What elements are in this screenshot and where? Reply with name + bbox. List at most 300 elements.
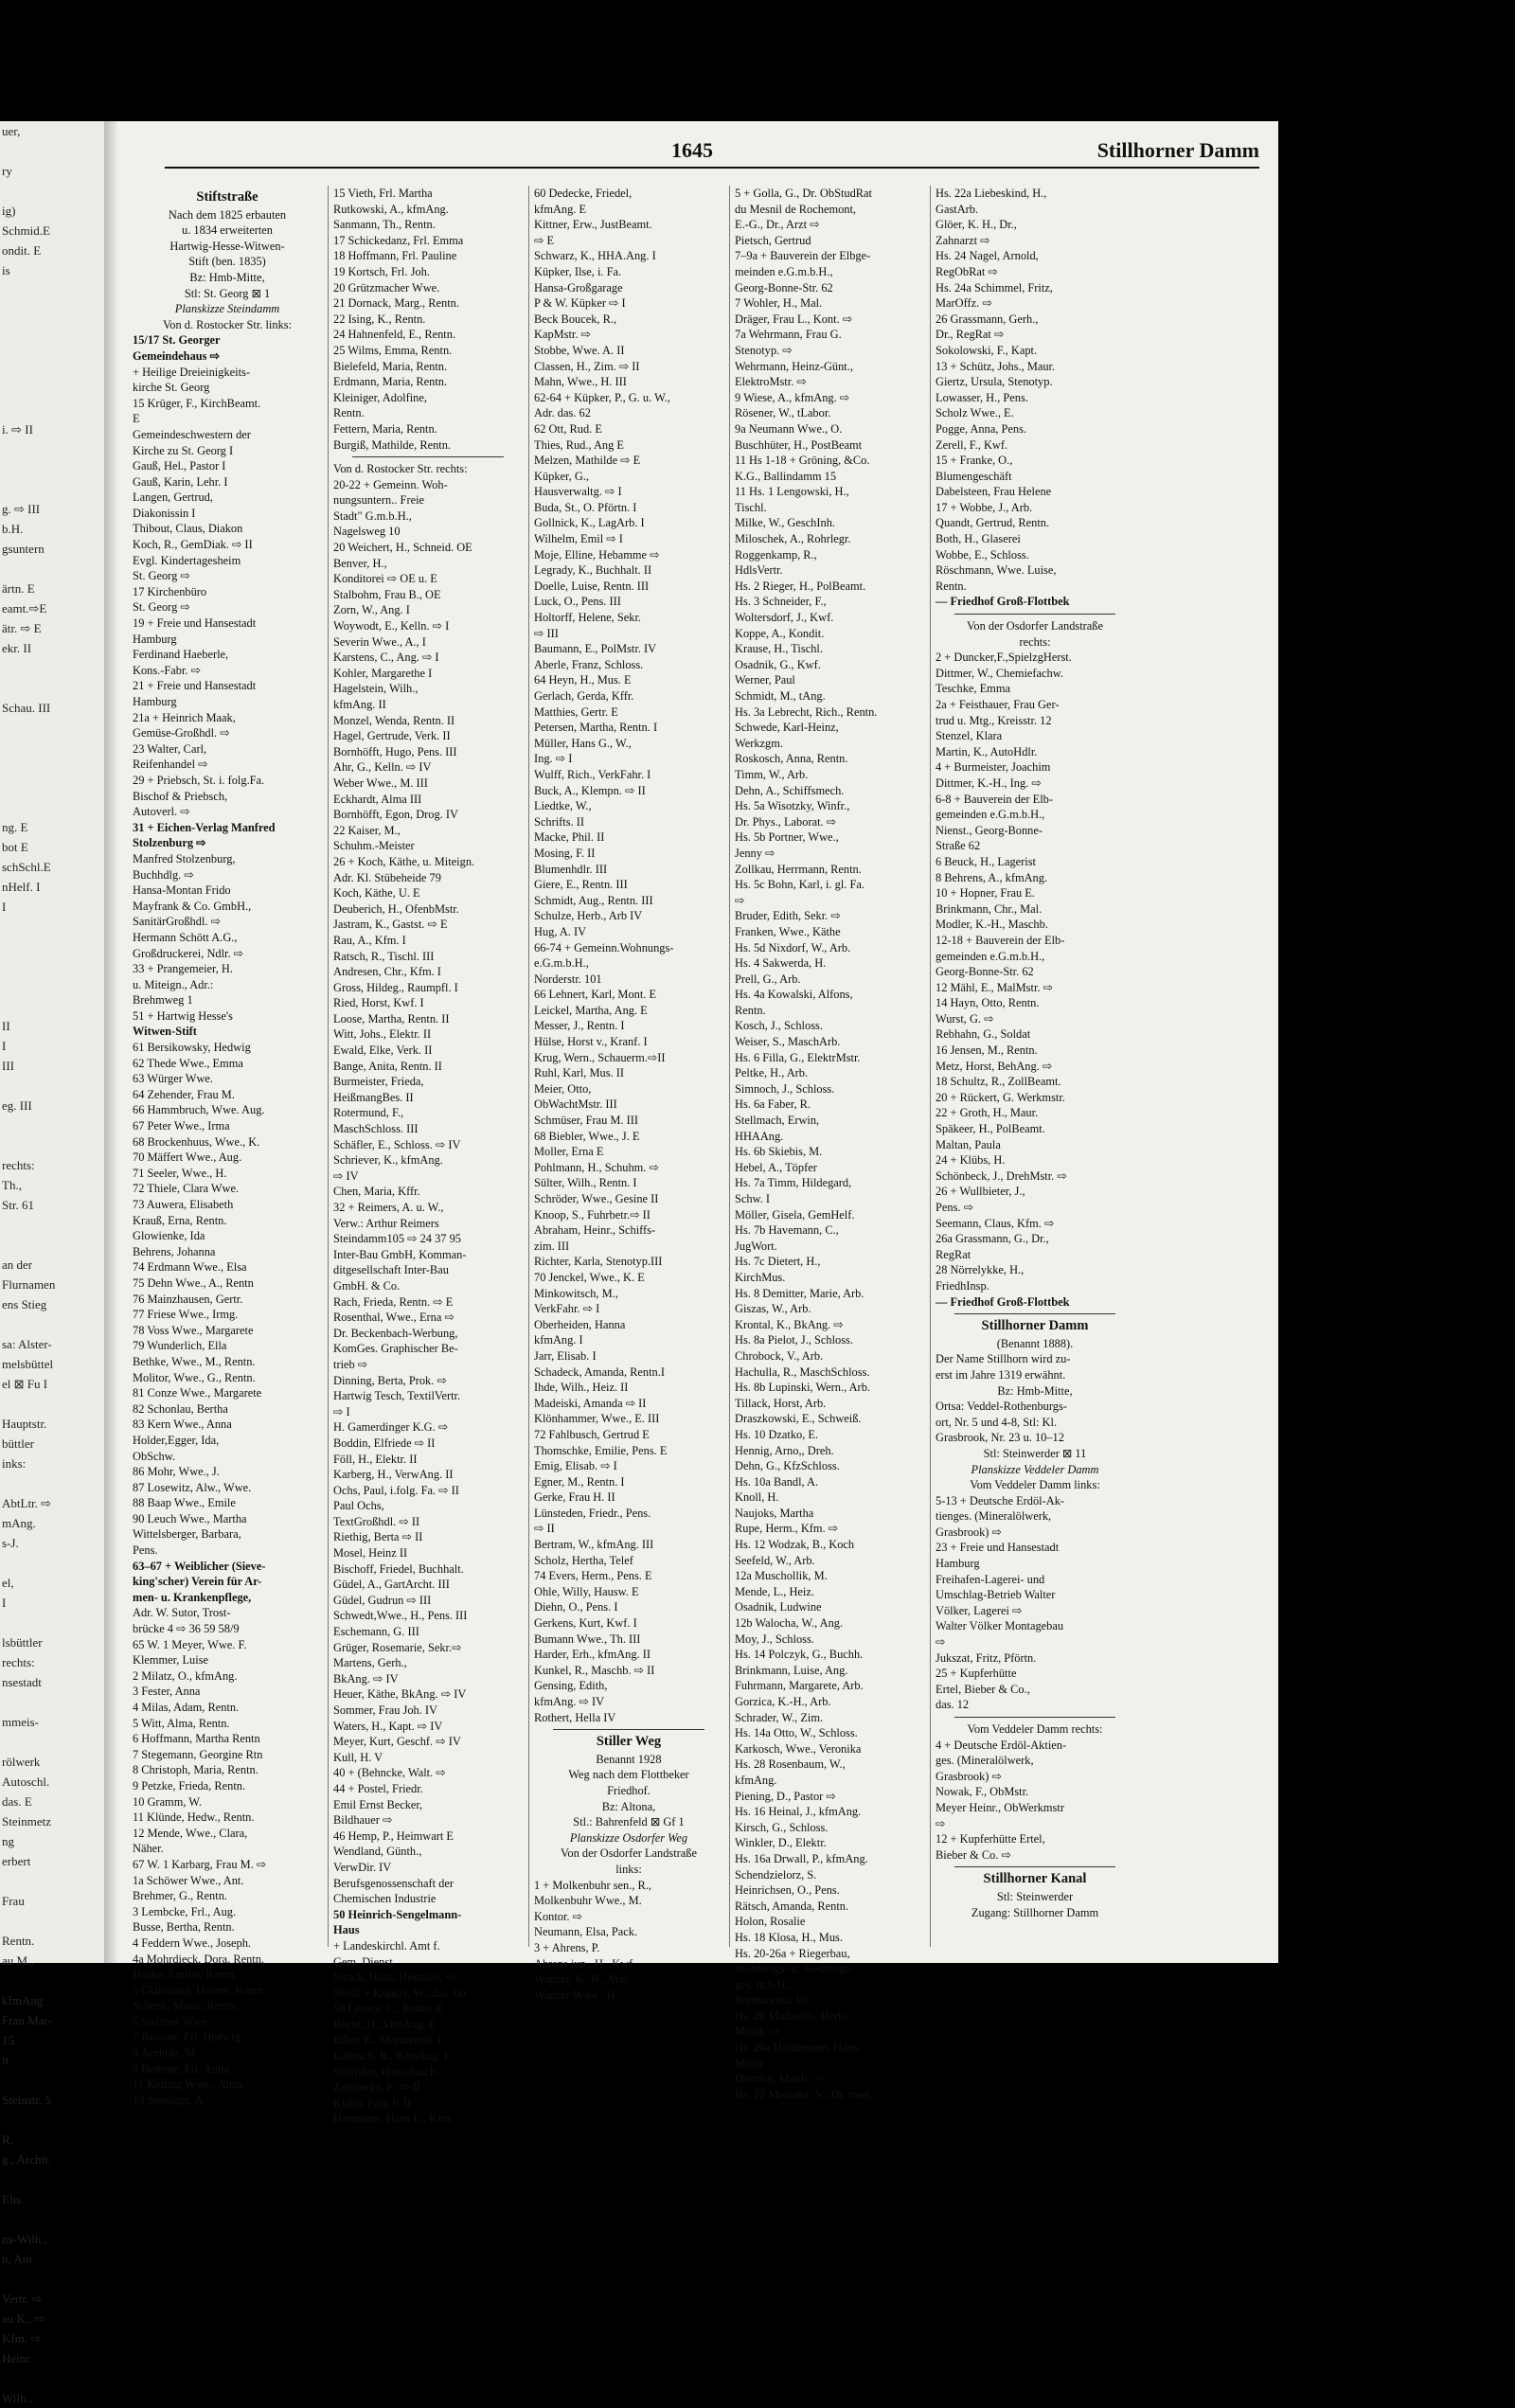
directory-entry: Liebisch, R., KfmAng. I (333, 2049, 448, 2063)
directory-entry: Stobbe, Wwe. A. II (534, 343, 625, 357)
directory-entry: Thies, Rud., Ang E (534, 437, 624, 452)
directory-entry: Mayfrank & Co. GmbH., (133, 899, 252, 913)
directory-entry: Holon, Rosalie (735, 1915, 806, 1929)
directory-entry: 62 Ott, Rud. E (534, 421, 602, 436)
directory-entry: du Mesnil de Rochemont, (735, 202, 857, 216)
left-page-text: Str. 61 (2, 1198, 34, 1212)
directory-entry: 5 + Golla, G., Dr. ObStudRat (735, 187, 873, 200)
left-page-text: bot E (2, 840, 28, 854)
directory-entry: Küpker, Ilse, i. Fa. (534, 264, 622, 278)
directory-entry: Sokolowski, F., Kapt. (936, 343, 1038, 357)
left-page-text: ens Stieg (2, 1297, 47, 1311)
directory-entry: 11 Kelting Wwe., Anna (133, 2078, 243, 2092)
directory-entry: Gemeindehaus ⇨ (133, 348, 220, 363)
directory-entry: trud u. Mtg., Kreisstr. 12 (936, 713, 1052, 727)
directory-entry: Güdel, A., GartArcht. III (333, 1578, 450, 1592)
directory-entry: St. Georg ⇨ (133, 569, 190, 583)
left-page-text: eg. III (2, 1098, 32, 1113)
left-page-text: Vertr. ⇨ (2, 2292, 43, 2306)
directory-entry: 66 Lehnert, Karl, Mont. E (534, 988, 657, 1002)
directory-entry: Straße 62 (936, 839, 981, 853)
directory-entry: Lünsteden, Friedr., Pens. (534, 1506, 651, 1520)
directory-entry: Nagelsweg 10 (333, 525, 401, 539)
directory-entry: Hülse, Horst v., Kranf. I (534, 1035, 648, 1049)
directory-entry: 12a Muschollik, M. (735, 1569, 828, 1583)
directory-entry: Thomschke, Emilie, Pens. E (534, 1443, 668, 1457)
directory-entry: Schwede, Karl-Heinz, (735, 721, 839, 735)
directory-entry: 15 + Franke, O., (936, 454, 1013, 468)
left-page-text (0, 340, 112, 360)
column-2 (333, 186, 523, 2126)
directory-entry: Hs. 20 Michaelis, Herb., (735, 2008, 850, 2023)
directory-entry: Bischof & Priebsch, (133, 789, 228, 803)
directory-entry: Kleiniger, Adolfine, (333, 390, 427, 404)
directory-entry: GastArb. (936, 202, 979, 216)
directory-entry: RegRat (936, 1247, 971, 1261)
directory-entry: Hs. 18 Klosa, H., Mus. (735, 1930, 843, 1944)
directory-entry: Molitor, Wwe., G., Rentn. (133, 1370, 256, 1384)
left-page-text: Schmid.E (2, 223, 50, 238)
directory-entry: Edler, E., Marinemal. I (333, 2033, 442, 2047)
directory-entry: 4 + Deutsche Erdöl-Aktien- (936, 1738, 1067, 1752)
directory-entry: 5-13 + Deutsche Erdöl-Ak- (936, 1493, 1065, 1507)
directory-entry: Major (735, 2056, 764, 2070)
directory-entry: ⇨ IV (333, 1168, 359, 1183)
left-page-text: an der (2, 1258, 33, 1272)
directory-entry: Woltersdorf, J., Kwf. (735, 611, 834, 625)
directory-entry: Hs. 3a Lebrecht, Rich., Rentn. (735, 705, 878, 719)
directory-entry: u. 1834 erweiterten (182, 223, 273, 238)
directory-entry: Jastram, K., Gastst. ⇨ E (333, 918, 448, 932)
directory-entry: kfmAng. ⇨ IV (534, 1695, 605, 1708)
left-page-text (0, 758, 112, 777)
section-separator (553, 1729, 704, 1730)
directory-entry: Heuer, Käthe, BkAng. ⇨ IV (333, 1687, 467, 1702)
directory-entry: Ortsa: Veddel-Rothenburgs- (936, 1400, 1067, 1414)
directory-entry: Planskizze Veddeler Damm (971, 1462, 1099, 1476)
left-page-text: g., Archit. (2, 2152, 51, 2167)
directory-entry: Hs. 10a Bandl, A. (735, 1474, 819, 1489)
left-page-text: nsestadt (2, 1675, 42, 1689)
directory-entry: HeißmangBes. II (333, 1090, 414, 1104)
directory-entry: 6-8 + Bauverein der Elb- (936, 792, 1053, 806)
directory-entry: Schadeck, Amanda, Rentn.I (534, 1365, 665, 1379)
directory-entry: kfmAng. II (333, 698, 386, 711)
directory-entry: Von der Osdorfer Landstraße (561, 1846, 697, 1861)
directory-entry: Pogge, Anna, Pens. (936, 421, 1027, 436)
directory-entry: 20 Grützmacher Wwe. (333, 280, 440, 294)
directory-entry: 64 Zehender, Frau M. (133, 1087, 235, 1101)
directory-entry: Güdel, Gudrun ⇨ III (333, 1593, 432, 1607)
directory-entry: ElektroMstr. ⇨ (735, 375, 807, 389)
directory-entry: Gemüse-Großhdl. ⇨ (133, 726, 230, 740)
directory-entry: Peltke, H., Arb. (735, 1066, 809, 1080)
directory-entry: Zorn, W., Ang. I (333, 603, 410, 617)
directory-entry: Schmüser, Frau M. III (534, 1114, 638, 1128)
left-page-text (0, 1215, 112, 1235)
directory-entry: Schmidt, M., tAng. (735, 689, 826, 703)
directory-entry: Brentanostr. 10 (735, 1993, 807, 2007)
directory-entry: Beck Boucek, R., (534, 312, 617, 326)
directory-entry: Holtorff, Helene, Sekr. (534, 611, 641, 625)
directory-entry: Schendzielorz, S. (735, 1867, 817, 1882)
directory-entry: Bertram, W., kfmAng. III (534, 1538, 654, 1552)
directory-entry: Schröder, Wwe., Gesine II (534, 1192, 659, 1205)
directory-entry: Gross, Hildeg., Raumpfl. I (333, 980, 458, 994)
directory-entry: Andresen, Chr., Kfm. I (333, 965, 441, 979)
directory-entry: 9a Neumann Wwe., O. (735, 421, 843, 436)
directory-entry: Glöer, K. H., Dr., (936, 218, 1017, 232)
left-page-text: ärtn. E (2, 581, 35, 596)
directory-entry: Roskosch, Anna, Rentn. (735, 752, 848, 766)
directory-entry: Evgl. Kindertagesheim (133, 553, 241, 567)
directory-entry: Schw. I (735, 1192, 771, 1205)
directory-entry: Luck, O., Pens. III (534, 595, 621, 609)
directory-entry: 21a + Heinrich Maak, (133, 710, 236, 724)
directory-entry: Kosch, J., Schloss. (735, 1019, 823, 1033)
directory-entry: Wilhelm, Emil ⇨ I (534, 532, 623, 546)
directory-entry: Ertel, Bieber & Co., (936, 1682, 1030, 1696)
left-page-text (0, 479, 112, 499)
directory-entry: Both, H., Glaserei (936, 532, 1021, 546)
directory-entry: Egner, M., Rentn. I (534, 1474, 625, 1489)
directory-entry: ges. (Mineralölwerk, (936, 1754, 1034, 1768)
directory-entry: 13 + Schütz, Johs., Maur. (936, 359, 1056, 373)
directory-entry: Adr. Kl. Stübeheide 79 (333, 870, 441, 884)
directory-entry: Hs. 24 Nagel, Arnold, (936, 249, 1039, 263)
directory-entry: Fettern, Maria, Rentn. (333, 421, 437, 436)
directory-entry: 17 Kirchenbüro (133, 584, 207, 598)
book-gutter (104, 121, 117, 1963)
directory-entry: Hs. 16 Heinal, J., kfmAng. (735, 1805, 862, 1819)
directory-entry: Weg nach dem Flottbeker (568, 1768, 689, 1782)
directory-entry: Eckhardt, Alma III (333, 792, 422, 806)
left-page-text: Schau. III (2, 701, 51, 715)
directory-entry: Schmidt, Aug., Rentn. III (534, 893, 653, 907)
column-1 (133, 186, 322, 2107)
directory-entry: 28 Nörrelykke, H., (936, 1263, 1025, 1277)
directory-entry: Bange, Anita, Rentn. II (333, 1059, 442, 1073)
directory-entry: Chrobock, V., Arb. (735, 1348, 824, 1363)
directory-entry: Reifenhandel ⇨ (133, 758, 208, 772)
directory-entry: 72 Thiele, Clara Wwe. (133, 1182, 240, 1196)
directory-entry: Hs. 2 Rieger, H., PolBeamt. (735, 579, 866, 593)
directory-entry: Meyer Heinr., ObWerkmstr (936, 1800, 1064, 1814)
directory-entry: Planskizze Steindamm (174, 302, 280, 316)
directory-entry: 11 Hs 1-18 + Gröning, &Co. (735, 454, 870, 468)
directory-entry: 31 + Eichen-Verlag Manfred (133, 820, 276, 834)
directory-entry: Schulze, Herb., Arb IV (534, 909, 643, 923)
left-page-text: g. ⇨ III (2, 502, 41, 516)
directory-entry: Martin, K., AutoHdlr. (936, 744, 1038, 758)
left-page-text: schSchl.E (2, 860, 51, 874)
directory-entry: Buschhüter, H., PostBeamt (735, 437, 863, 452)
directory-entry: Hansa-Montan Frido (133, 883, 231, 898)
directory-entry: Deuberich, H., OfenbMstr. (333, 901, 459, 916)
directory-entry: 26a Grassmann, G., Dr., (936, 1232, 1049, 1246)
directory-entry: Gauß, Karin, Lehr. I (133, 474, 228, 489)
directory-entry: MaschSchloss. III (333, 1122, 419, 1136)
directory-entry: Konditorei ⇨ OE u. E (333, 572, 437, 586)
directory-entry: 3 Fester, Anna (133, 1685, 201, 1699)
directory-entry: Melzen, Mathilde ⇨ E (534, 454, 641, 468)
directory-entry: Werkzgm. (735, 736, 783, 750)
directory-entry: Hartwig-Hesse-Witwen- (169, 239, 285, 253)
page-header (117, 138, 1278, 169)
directory-entry: 4a Mohrdieck, Dora, Rentn. (133, 1952, 265, 1966)
directory-entry: Schenk, Maria, Rentn. (133, 1999, 239, 2013)
directory-entry: Dinning, Berta, Prok. ⇨ (333, 1373, 447, 1387)
directory-entry: Näher. (133, 1842, 164, 1856)
directory-entry: Giertz, Ursula, Stenotyp. (936, 375, 1053, 389)
directory-entry: H. Gamerdinger K.G. ⇨ (333, 1420, 449, 1435)
directory-entry: Kirche zu St. Georg I (133, 443, 234, 457)
directory-entry: 72 Fahlbusch, Gertrud E (534, 1427, 650, 1441)
directory-entry: Stadt" G.m.b.H., (333, 508, 412, 523)
directory-entry: Bieber & Co. ⇨ (936, 1847, 1011, 1862)
directory-entry: Rupe, Herm., Kfm. ⇨ (735, 1522, 839, 1536)
left-page-text: s-J. (2, 1536, 19, 1550)
left-page-text: ig) (2, 204, 16, 218)
left-page-text (0, 1235, 112, 1255)
directory-entry: Blumenhdlr. III (534, 862, 608, 876)
directory-entry: 9 Bomme, Frl. Anita (133, 2061, 230, 2076)
left-page-text: rölwerk (2, 1755, 41, 1769)
directory-entry: Koch, R., GemDiak. ⇨ II (133, 538, 253, 552)
directory-entry: Nienst., Georg-Bonne- (936, 823, 1043, 837)
directory-entry: Pens. (133, 1543, 158, 1558)
directory-entry: Chemischen Industrie (333, 1892, 437, 1906)
left-page-text: eamt.⇨E (2, 601, 47, 615)
directory-entry: 12b Walocha, W., Ang. (735, 1616, 844, 1631)
directory-entry: 10 + Hopner, Frau E. (936, 886, 1035, 901)
directory-entry: 87 Losewitz, Alw., Wwe. (133, 1480, 252, 1494)
directory-entry: 15/17 St. Georger (133, 333, 221, 348)
directory-entry: Wittelsberger, Barbara, (133, 1527, 241, 1542)
directory-entry: Walter Völker Montagebau (936, 1619, 1064, 1633)
directory-entry: Gerkens, Kurt, Kwf. I (534, 1616, 637, 1631)
directory-entry: Müller, Hans G., W., (534, 736, 632, 750)
directory-entry: Gem. Dienst. (333, 1954, 396, 1969)
directory-entry: rechts: (1019, 634, 1051, 649)
directory-entry: JugWort. (735, 1239, 777, 1253)
directory-entry: Meyer, Kurt, Geschf. ⇨ IV (333, 1735, 461, 1749)
directory-entry: Kontor. ⇨ (534, 1909, 582, 1923)
directory-entry: 51 + Hartwig Hesse's (133, 1008, 233, 1023)
directory-entry: nungsuntern.. Freie (333, 493, 425, 508)
left-page-text (0, 300, 112, 320)
directory-entry: Stl: St. Georg ⊠ 1 (184, 286, 271, 300)
directory-entry: Krug, Wern., Schauerm.⇨II (534, 1050, 666, 1064)
directory-entry: HHAAng. (735, 1129, 784, 1143)
directory-entry: Bornhöfft, Hugo, Pens. III (333, 744, 457, 758)
left-page-text (0, 181, 112, 201)
directory-entry: 74 Evers, Herm., Pens. E (534, 1569, 652, 1583)
directory-entry: meinden e.G.m.b.H., (735, 264, 833, 278)
left-page-text: Steinmetz (2, 1814, 51, 1828)
directory-entry: 8 Arnholz, M. (133, 2046, 199, 2060)
directory-entry: Behrens, Johanna (133, 1244, 216, 1258)
directory-entry: Ohle, Willy, Hausw. E (534, 1584, 639, 1598)
directory-entry: Von d. Rostocker Str. links: (162, 317, 293, 331)
directory-entry: VerkFahr. ⇨ I (534, 1302, 600, 1316)
directory-entry: ⇨ I (333, 1404, 350, 1418)
directory-entry: erst im Jahre 1319 erwähnt. (936, 1367, 1066, 1382)
directory-entry: Thibout, Claus, Diakon (133, 522, 243, 536)
directory-entry: Stenotyp. ⇨ (735, 343, 793, 357)
directory-entry: P & W. Küpker ⇨ I (534, 296, 626, 311)
directory-entry: Georg-Bonne-Str. 62 (936, 965, 1034, 979)
directory-entry: Gerlach, Gerda, Kffr. (534, 689, 634, 703)
directory-entry: Glowienke, Ida (133, 1229, 205, 1243)
left-page-text (0, 658, 112, 678)
left-page-text: it (2, 2053, 9, 2067)
directory-entry: 62 Thede Wwe., Emma (133, 1056, 243, 1070)
left-page-text: Frau Mar- (2, 2013, 52, 2027)
directory-entry: MarOffz. ⇨ (936, 296, 992, 311)
directory-entry: SanitärGroßhdl. ⇨ (133, 915, 221, 929)
left-page-text (0, 1553, 112, 1573)
directory-entry: Kohler, Margarethe I (333, 666, 433, 680)
directory-entry: gemeinden e.G.m.b.H., (936, 808, 1045, 822)
directory-entry: men- u. Krankenpflege, (133, 1590, 252, 1604)
left-page-text (0, 1911, 112, 1931)
directory-entry: Giere, E., Rentn. III (534, 878, 628, 892)
left-page-text: I (2, 1596, 7, 1610)
directory-entry: 15 Vieth, Frl. Martha (333, 187, 433, 200)
directory-entry: Klahn, Frau P. II (333, 2096, 412, 2110)
directory-entry: 75 Dehn Wwe., A., Rentn (133, 1275, 254, 1290)
directory-entry: 7a Wehrmann, Frau G. (735, 328, 842, 342)
directory-entry: 12 + Kupferhütte Ertel, (936, 1832, 1045, 1846)
directory-entry: Vom Veddeler Damm links: (970, 1478, 1100, 1492)
directory-entry: Seemann, Claus, Kfm. ⇨ (936, 1216, 1055, 1230)
left-page-text: Rentn. (2, 1934, 35, 1948)
directory-entry: Der Name Stillhorn wird zu- (936, 1352, 1071, 1366)
directory-entry: 77 Friese Wwe., Irmg. (133, 1308, 239, 1322)
directory-entry: Steindamm105 ⇨ 24 37 95 (333, 1232, 461, 1246)
directory-entry: — Friedhof Groß-Flottbek (936, 1294, 1070, 1309)
directory-entry: Petersen, Martha, Rentn. I (534, 721, 658, 735)
directory-entry: 6 Beuck, H., Lagerist (936, 854, 1036, 868)
street-heading: Stiftstraße (196, 189, 258, 205)
directory-entry: Gollnick, K., LagArb. I (534, 516, 645, 530)
left-page-text: ry (2, 164, 12, 178)
directory-entry: Holder,Egger, Ida, (133, 1433, 220, 1447)
directory-entry: Hs. 3 Schneider, F., (735, 595, 827, 609)
left-page-text (0, 797, 112, 817)
directory-entry: Hs. 5d Nixdorf, W., Arb. (735, 940, 851, 954)
directory-entry: 76 Mainzhausen, Gertr. (133, 1292, 243, 1306)
left-page-text (0, 1692, 112, 1712)
left-page-text: III (2, 1059, 14, 1073)
left-page-text: Th., (2, 1178, 22, 1192)
directory-entry: Maltan, Paula (936, 1137, 1001, 1151)
left-page-text: gsuntern (2, 542, 45, 556)
directory-entry: Woywodt, E., Kelln. ⇨ I (333, 619, 450, 633)
directory-entry: Späkeer, H., PolBeamt. (936, 1122, 1045, 1136)
directory-entry: VerwDir. IV (333, 1860, 392, 1874)
directory-entry: Osadnik, G., Kwf. (735, 657, 821, 671)
left-page-text: b.H. (2, 522, 24, 536)
directory-entry: Haus (333, 1923, 360, 1937)
directory-entry: 4 Milas, Adam, Rentn. (133, 1701, 240, 1714)
directory-entry: Hs. 14 Polczyk, G., Buchh. (735, 1648, 864, 1662)
directory-entry: Hs. 8b Lupinski, Wern., Arb. (735, 1381, 870, 1395)
directory-entry: Freihafen-Lagerei- und (936, 1572, 1045, 1586)
left-page-text: au K., ⇨ (2, 2311, 45, 2326)
directory-entry: TextGroßhdl. ⇨ II (333, 1514, 420, 1528)
directory-entry: Karberg, H., VerwAng. II (333, 1468, 454, 1482)
directory-entry: Küpker, G., (534, 469, 590, 483)
directory-entry: 22 Ising, K., Rentn. (333, 312, 426, 326)
directory-entry: Völker, Lagerei ⇨ (936, 1603, 1023, 1617)
directory-entry: 6 Hoffmann, Martha Rentn (133, 1732, 260, 1746)
column-divider (930, 186, 931, 1947)
directory-entry: 71 Seeler, Wwe., H. (133, 1166, 227, 1180)
directory-entry: Weber Wwe., M. III (333, 776, 428, 790)
directory-entry: kirche St. Georg (133, 381, 210, 395)
directory-entry: 33 + Prangemeier, H. (133, 962, 233, 976)
directory-entry: K.G., Ballindamm 15 (735, 469, 837, 483)
directory-entry: Knoop, S., Fuhrbetr.⇨ II (534, 1207, 651, 1222)
running-head: Stillhorner Damm (1096, 138, 1259, 162)
directory-entry: Hansa-Großgarage (534, 280, 623, 294)
directory-entry: Molkenbuhr Wwe., M. (534, 1894, 642, 1908)
directory-entry: ObWachtMstr. III (534, 1097, 617, 1112)
directory-entry: Schröder, Hans-Joach. (333, 2064, 439, 2078)
directory-entry: Roggenkamp, R., (735, 547, 817, 562)
directory-entry: Pens. ⇨ (936, 1201, 973, 1214)
directory-entry: 83 Kern Wwe., Anna (133, 1418, 232, 1432)
left-page-text (0, 141, 112, 161)
left-page-text (0, 1613, 112, 1632)
left-page-text (0, 320, 112, 340)
directory-entry: king'scher) Verein für Ar- (133, 1575, 262, 1589)
directory-entry: Messer, J., Rentn. I (534, 1019, 625, 1033)
left-page-text: ätr. ⇨ E (2, 621, 42, 635)
directory-entry: Dittmer, K.-H., Ing. ⇨ (936, 776, 1042, 790)
directory-entry: 86 Mohr, Wwe., J. (133, 1465, 220, 1479)
left-page-text (0, 2269, 112, 2289)
left-page-text (0, 2368, 112, 2388)
directory-entry: 12 Mende, Wwe., Clara, (133, 1826, 248, 1840)
directory-entry: 5 Witt, Alma, Rentn. (133, 1716, 230, 1730)
directory-entry: Mende, L., Heiz. (735, 1584, 814, 1598)
directory-entry: 4 Feddern Wwe., Joseph. (133, 1935, 252, 1950)
directory-entry: Karkosch, Wwe., Veronika (735, 1741, 862, 1756)
directory-entry: Ried, Horst, Kwf. I (333, 996, 424, 1010)
directory-entry: Krauß, Erna, Rentn. (133, 1213, 227, 1227)
directory-entry: Gauß, Hel., Pastor I (133, 459, 226, 473)
directory-entry: 14 Hayn, Otto, Rentn. (936, 996, 1040, 1010)
directory-entry: Seefeld, W., Arb. (735, 1553, 815, 1567)
left-page-text: rechts: (2, 1158, 35, 1172)
directory-entry: Stellmach, Erwin, (735, 1114, 820, 1128)
directory-entry: Witwen-Stift (133, 1025, 197, 1039)
directory-entry: Hs. 20-26a + Riegerbau, (735, 1946, 850, 1960)
directory-entry: Wohnungs- u. Siedlungs- (735, 1962, 854, 1976)
directory-entry: 21 Dornack, Marg., Rentn. (333, 296, 459, 311)
section-separator (954, 614, 1115, 615)
directory-entry: Wehrmann, Heinz-Günt., (735, 359, 853, 373)
left-page-text (0, 280, 112, 300)
directory-entry: Bornhöfft, Egon, Drog. IV (333, 808, 458, 822)
directory-entry: Moller, Erna E (534, 1145, 604, 1159)
directory-entry: tienges. (Mineralölwerk, (936, 1509, 1052, 1524)
directory-entry: Stenzel, Klara (936, 729, 1003, 743)
directory-entry: Karstens, C., Ang. ⇨ I (333, 651, 439, 665)
